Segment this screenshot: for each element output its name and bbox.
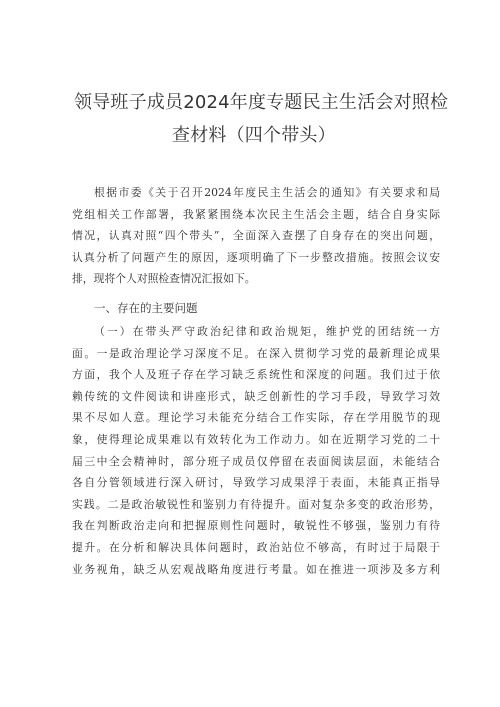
section-line: （一）在带头严守政治纪律和政治规矩，维护党的团结统一方 xyxy=(94,325,440,338)
section-line: 象，使得理论成果难以有效转化为工作动力。如在近期学习党的二十 xyxy=(72,432,440,446)
section-line: 届三中全会精神时，部分班子成员仅停留在表面阅读层面，未能结合 xyxy=(72,454,440,468)
intro-line: 情况，认真对照“四个带头”，全面深入查摆了自身存在的突出问题， xyxy=(72,229,440,243)
section-line: 赖传统的文件阅读和讲座形式，缺乏创新性的学习手段，导致学习效 xyxy=(72,389,440,403)
section-heading: 一、存在的主要问题 xyxy=(94,301,198,315)
section-line: 提升。在分析和解决具体问题时，政治站位不够高，有时过于局限于 xyxy=(72,540,440,554)
intro-line: 认真分析了问题产生的原因，逐项明确了下一步整改措施。按照会议安 xyxy=(72,250,440,264)
section-line: 面。一是政治理论学习深度不足。在深入贯彻学习党的最新理论成果 xyxy=(72,346,440,360)
intro-paragraph xyxy=(72,182,440,290)
section-paragraph xyxy=(72,321,440,580)
section-line: 实践。二是政治敏锐性和鉴别力有待提升。面对复杂多变的政治形势， xyxy=(72,497,440,511)
intro-line: 党组相关工作部署，我紧紧围绕本次民主生活会主题，结合自身实际 xyxy=(72,207,440,221)
section-line: 方面，我个人及班子存在学习缺乏系统性和深度的问题。我们过于依 xyxy=(72,368,440,382)
document-title-line-1: 领导班子成员2024年度专题民主生活会对照检 xyxy=(74,92,449,113)
intro-line: 根据市委《关于召开2024年度民主生活会的通知》有关要求和局 xyxy=(94,186,440,199)
section-line: 各自分管领域进行深入研讨，导致学习成果浮于表面，未能真正指导 xyxy=(72,476,440,490)
section-line: 业务视角，缺乏从宏观战略角度进行考量。如在推进一项涉及多方利 xyxy=(72,562,440,576)
section-line: 我在判断政治走向和把握原则性问题时，敏锐性不够强，鉴别力有待 xyxy=(72,519,440,533)
section-line: 果不尽如人意。理论学习未能充分结合工作实际，存在学用脱节的现 xyxy=(72,411,440,425)
document-title-line-2: 查材料（四个带头） xyxy=(172,125,336,146)
intro-line: 排，现将个人对照检查情况汇报如下。 xyxy=(72,272,256,286)
